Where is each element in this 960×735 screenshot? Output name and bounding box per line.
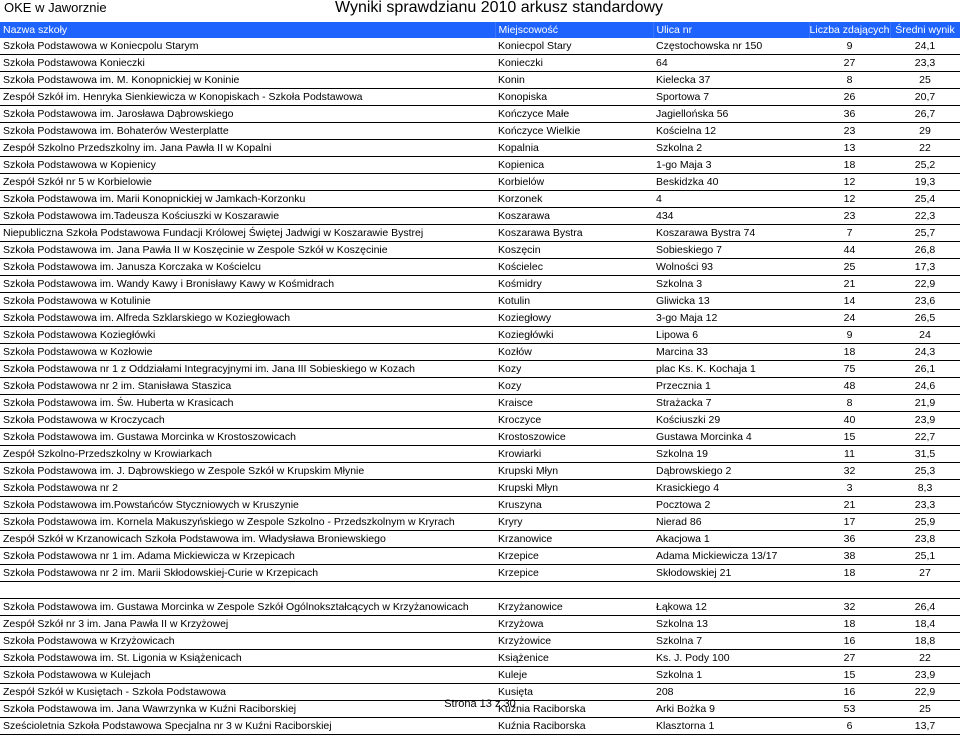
cell-school: Szkoła Podstawowa im. J. Dąbrowskiego w Zespole Szkół w Krupskim Młynie: [0, 463, 495, 480]
cell-town: Krzepice: [495, 565, 653, 582]
cell-school: Szkoła Podstawowa Koziegłówki: [0, 327, 495, 344]
cell-street: Gustawa Morcinka 4: [653, 429, 809, 446]
cell-school: Zespół Szkolno-Przedszkolny w Krowiarkach: [0, 446, 495, 463]
cell-town: Kośmidry: [495, 276, 653, 293]
cell-school: Szkoła Podstawowa nr 2 im. Marii Skłodowskiej-Curie w Krzepicach: [0, 565, 495, 582]
cell-school: Szkoła Podstawowa nr 2 im. Stanisława Staszica: [0, 378, 495, 395]
cell-avg: 26,4: [890, 599, 960, 616]
cell-count: 16: [809, 684, 890, 701]
cell-street: 1-go Maja 3: [653, 157, 809, 174]
cell-street: Klasztorna 1: [653, 718, 809, 735]
table-row: [0, 72, 960, 89]
cell-avg: 18,8: [890, 633, 960, 650]
cell-street: Wolności 93: [653, 259, 809, 276]
cell-street: Szkolna 1: [653, 667, 809, 684]
cell-avg: 27: [890, 565, 960, 582]
table-row: [0, 293, 960, 310]
cell-school: Szkoła Podstawowa w Kroczycach: [0, 412, 495, 429]
cell-avg: 22: [890, 140, 960, 157]
cell-count: 26: [809, 89, 890, 106]
cell-school: Szkoła Podstawowa im. Jarosława Dąbrowskiego: [0, 106, 495, 123]
cell-avg: 8,3: [890, 480, 960, 497]
cell-count: 38: [809, 548, 890, 565]
cell-town: Kroczyce: [495, 412, 653, 429]
cell-town: Kopalnia: [495, 140, 653, 157]
cell-town: Korzonek: [495, 191, 653, 208]
cell-count: 24: [809, 310, 890, 327]
table-row: [0, 650, 960, 667]
cell-avg: 20,7: [890, 89, 960, 106]
cell-street: Adama Mickiewicza 13/17: [653, 548, 809, 565]
cell-street: 4: [653, 191, 809, 208]
cell-street: 64: [653, 55, 809, 72]
cell-street: Beskidzka 40: [653, 174, 809, 191]
cell-count: 21: [809, 497, 890, 514]
page-title: Wyniki sprawdzianu 2010 arkusz standardowy: [335, 0, 664, 16]
cell-school: Szkoła Podstawowa nr 1 z Oddziałami Integracyjnymi im. Jana III Sobieskiego w Kozach: [0, 361, 495, 378]
cell-town: Kuleje: [495, 667, 653, 684]
cell-avg: 26,8: [890, 242, 960, 259]
cell-avg: 25,2: [890, 157, 960, 174]
cell-avg: 23,3: [890, 497, 960, 514]
cell-school: Niepubliczna Szkoła Podstawowa Fundacji Królowej Świętej Jadwigi w Koszarawie Bystrej: [0, 225, 495, 242]
cell-avg: 29: [890, 123, 960, 140]
cell-town: Krzyżowice: [495, 633, 653, 650]
cell-street: Kościelna 12: [653, 123, 809, 140]
cell-avg: 26,5: [890, 310, 960, 327]
cell-street: Gliwicka 13: [653, 293, 809, 310]
table-row: [0, 616, 960, 633]
cell-avg: 25,1: [890, 548, 960, 565]
table-row: [0, 242, 960, 259]
cell-avg: 22,9: [890, 276, 960, 293]
table-row: [0, 480, 960, 497]
cell-avg: 17,3: [890, 259, 960, 276]
cell-avg: 25: [890, 72, 960, 89]
cell-school: Szkoła Podstawowa im.Tadeusza Kościuszki w Koszarawie: [0, 208, 495, 225]
cell-school: Szkoła Podstawowa w Koniecpolu Starym: [0, 38, 495, 55]
cell-school: Szkoła Podstawowa w Krzyżowicach: [0, 633, 495, 650]
table-row: [0, 429, 960, 446]
cell-count: 8: [809, 72, 890, 89]
cell-street: 3-go Maja 12: [653, 310, 809, 327]
cell-street: Strażacka 7: [653, 395, 809, 412]
cell-school: Szkoła Podstawowa w Kopienicy: [0, 157, 495, 174]
cell-avg: 26,7: [890, 106, 960, 123]
cell-count: 18: [809, 616, 890, 633]
table-row: [0, 310, 960, 327]
spacer-cell: [0, 582, 960, 599]
page-banner: [0, 0, 960, 22]
cell-count: 36: [809, 106, 890, 123]
table-row: [0, 174, 960, 191]
cell-town: Konin: [495, 72, 653, 89]
cell-street: Szkolna 19: [653, 446, 809, 463]
table-row: [0, 718, 960, 735]
cell-town: Kraisce: [495, 395, 653, 412]
cell-avg: 22: [890, 650, 960, 667]
table-row: [0, 497, 960, 514]
cell-count: 48: [809, 378, 890, 395]
cell-town: Konieczki: [495, 55, 653, 72]
column-header-town: Miejscowość: [495, 22, 653, 38]
cell-town: Koziegłówki: [495, 327, 653, 344]
cell-count: 23: [809, 123, 890, 140]
cell-school: Szkoła Podstawowa nr 2: [0, 480, 495, 497]
cell-school: Szkoła Podstawowa im. Jana Wawrzynka w Kuźni Raciborskiej: [0, 701, 495, 718]
table-row: [0, 412, 960, 429]
cell-street: Koszarawa Bystra 74: [653, 225, 809, 242]
cell-school: Szkoła Podstawowa im. Św. Huberta w Krasicach: [0, 395, 495, 412]
cell-avg: 18,4: [890, 616, 960, 633]
cell-street: 208: [653, 684, 809, 701]
cell-town: Koziegłowy: [495, 310, 653, 327]
cell-school: Zespół Szkół nr 5 w Korbielowie: [0, 174, 495, 191]
column-header-school: Nazwa szkoły: [0, 22, 495, 38]
table-row: [0, 140, 960, 157]
cell-town: Kozy: [495, 378, 653, 395]
cell-town: Koszarawa Bystra: [495, 225, 653, 242]
cell-avg: 23,9: [890, 667, 960, 684]
cell-school: Szkoła Podstawowa im. M. Konopnickiej w Koninie: [0, 72, 495, 89]
cell-count: 14: [809, 293, 890, 310]
cell-town: Kopienica: [495, 157, 653, 174]
cell-school: Szkoła Podstawowa w Kulejach: [0, 667, 495, 684]
cell-avg: 22,7: [890, 429, 960, 446]
table-row: [0, 89, 960, 106]
table-body: [0, 38, 960, 735]
cell-count: 6: [809, 718, 890, 735]
table-row: [0, 157, 960, 174]
cell-street: Szkolna 13: [653, 616, 809, 633]
cell-avg: 21,9: [890, 395, 960, 412]
table-row: [0, 633, 960, 650]
cell-town: Krupski Młyn: [495, 480, 653, 497]
cell-school: Sześcioletnia Szkoła Podstawowa Specjalna nr 3 w Kuźni Raciborskiej: [0, 718, 495, 735]
cell-street: Sobieskiego 7: [653, 242, 809, 259]
cell-street: Sportowa 7: [653, 89, 809, 106]
cell-town: Kościelec: [495, 259, 653, 276]
cell-count: 27: [809, 55, 890, 72]
cell-school: Szkoła Podstawowa im. Bohaterów Westerplatte: [0, 123, 495, 140]
cell-count: 15: [809, 429, 890, 446]
cell-street: Kielecka 37: [653, 72, 809, 89]
cell-school: Zespół Szkolno Przedszkolny im. Jana Pawła II w Kopalni: [0, 140, 495, 157]
cell-count: 15: [809, 667, 890, 684]
cell-school: Szkoła Podstawowa im. Wandy Kawy i Bronisławy Kawy w Kośmidrach: [0, 276, 495, 293]
cell-town: Kozy: [495, 361, 653, 378]
table-row: [0, 361, 960, 378]
cell-town: Krzepice: [495, 548, 653, 565]
cell-count: 12: [809, 174, 890, 191]
cell-count: 8: [809, 395, 890, 412]
cell-street: Jagiellońska 56: [653, 106, 809, 123]
cell-street: plac Ks. K. Kochaja 1: [653, 361, 809, 378]
cell-avg: 23,6: [890, 293, 960, 310]
table-row: [0, 667, 960, 684]
table-row: [0, 463, 960, 480]
cell-count: 12: [809, 191, 890, 208]
cell-count: 32: [809, 599, 890, 616]
cell-count: 16: [809, 633, 890, 650]
cell-street: Łąkowa 12: [653, 599, 809, 616]
cell-school: Szkoła Podstawowa nr 1 im. Adama Mickiewicza w Krzepicach: [0, 548, 495, 565]
cell-street: Marcina 33: [653, 344, 809, 361]
cell-school: Szkoła Podstawowa im. Marii Konopnickiej w Jamkach-Korzonku: [0, 191, 495, 208]
cell-count: 75: [809, 361, 890, 378]
cell-avg: 26,1: [890, 361, 960, 378]
organization-label: OKE w Jaworznie: [4, 0, 107, 15]
cell-count: 40: [809, 412, 890, 429]
cell-count: 7: [809, 225, 890, 242]
cell-school: Szkoła Podstawowa im. Janusza Korczaka w Kościelcu: [0, 259, 495, 276]
cell-count: 9: [809, 327, 890, 344]
cell-town: Krzanowice: [495, 531, 653, 548]
cell-school: Szkoła Podstawowa im. Jana Pawła II w Koszęcinie w Zespole Szkół w Koszęcinie: [0, 242, 495, 259]
cell-school: Szkoła Podstawowa im. St. Ligonia w Książenicach: [0, 650, 495, 667]
cell-town: Kotulin: [495, 293, 653, 310]
cell-count: 44: [809, 242, 890, 259]
cell-town: Koszęcin: [495, 242, 653, 259]
cell-street: 434: [653, 208, 809, 225]
cell-street: Ks. J. Pody 100: [653, 650, 809, 667]
cell-avg: 19,3: [890, 174, 960, 191]
cell-count: 13: [809, 140, 890, 157]
cell-street: Arki Bożka 9: [653, 701, 809, 718]
cell-avg: 22,9: [890, 684, 960, 701]
cell-avg: 25,4: [890, 191, 960, 208]
cell-school: Zespół Szkół w Krzanowicach Szkoła Podstawowa im. Władysława Broniewskiego: [0, 531, 495, 548]
table-row: [0, 531, 960, 548]
cell-town: Krowiarki: [495, 446, 653, 463]
cell-avg: 31,5: [890, 446, 960, 463]
cell-school: Szkoła Podstawowa Konieczki: [0, 55, 495, 72]
cell-count: 25: [809, 259, 890, 276]
cell-street: Częstochowska nr 150: [653, 38, 809, 55]
cell-town: Koniecpol Stary: [495, 38, 653, 55]
cell-school: Zespół Szkół im. Henryka Sienkiewicza w Konopiskach - Szkoła Podstawowa: [0, 89, 495, 106]
cell-town: Książenice: [495, 650, 653, 667]
cell-town: Kończyce Wielkie: [495, 123, 653, 140]
cell-town: Kończyce Małe: [495, 106, 653, 123]
cell-school: Szkoła Podstawowa w Kotulinie: [0, 293, 495, 310]
table-row: [0, 565, 960, 582]
cell-street: Dąbrowskiego 2: [653, 463, 809, 480]
table-row: [0, 225, 960, 242]
cell-school: Szkoła Podstawowa im. Alfreda Szklarskiego w Koziegłowach: [0, 310, 495, 327]
cell-count: 32: [809, 463, 890, 480]
cell-count: 18: [809, 157, 890, 174]
cell-street: Akacjowa 1: [653, 531, 809, 548]
table-row: [0, 599, 960, 616]
cell-count: 18: [809, 344, 890, 361]
cell-town: Krupski Młyn: [495, 463, 653, 480]
cell-avg: 25: [890, 701, 960, 718]
cell-avg: 23,8: [890, 531, 960, 548]
column-header-street: Ulica nr: [653, 22, 809, 38]
cell-count: 23: [809, 208, 890, 225]
cell-school: Zespół Szkół nr 3 im. Jana Pawła II w Krzyżowej: [0, 616, 495, 633]
cell-count: 9: [809, 38, 890, 55]
table-row: [0, 55, 960, 72]
cell-town: Krostoszowice: [495, 429, 653, 446]
cell-street: Szkolna 2: [653, 140, 809, 157]
column-header-avg: Średni wynik: [890, 22, 960, 38]
cell-town: Kozłów: [495, 344, 653, 361]
cell-town: Krzyżowa: [495, 616, 653, 633]
table-spacer-row: [0, 582, 960, 599]
cell-count: 18: [809, 565, 890, 582]
cell-school: Szkoła Podstawowa im. Kornela Makuszyńskiego w Zespole Szkolno - Przedszkolnym w Kryrach: [0, 514, 495, 531]
cell-count: 27: [809, 650, 890, 667]
cell-street: Krasickiego 4: [653, 480, 809, 497]
table-header-row: [0, 22, 960, 38]
table-row: [0, 123, 960, 140]
table-row: [0, 344, 960, 361]
cell-avg: 13,7: [890, 718, 960, 735]
table-row: [0, 191, 960, 208]
cell-school: Szkoła Podstawowa im.Powstańców Styczniowych w Kruszynie: [0, 497, 495, 514]
cell-avg: 24: [890, 327, 960, 344]
cell-count: 3: [809, 480, 890, 497]
cell-town: Krzyżanowice: [495, 599, 653, 616]
table-row: [0, 514, 960, 531]
cell-avg: 23,3: [890, 55, 960, 72]
table-row: [0, 276, 960, 293]
cell-count: 21: [809, 276, 890, 293]
cell-town: Kuźnia Raciborska: [495, 701, 653, 718]
cell-count: 36: [809, 531, 890, 548]
cell-count: 11: [809, 446, 890, 463]
table-row: [0, 548, 960, 565]
table-row: [0, 446, 960, 463]
cell-avg: 23,9: [890, 412, 960, 429]
cell-school: Szkoła Podstawowa im. Gustawa Morcinka w Krostoszowicach: [0, 429, 495, 446]
cell-town: Kryry: [495, 514, 653, 531]
cell-count: 53: [809, 701, 890, 718]
cell-street: Szkolna 3: [653, 276, 809, 293]
cell-town: Koszarawa: [495, 208, 653, 225]
table-row: [0, 259, 960, 276]
cell-avg: 24,6: [890, 378, 960, 395]
cell-town: Korbielów: [495, 174, 653, 191]
cell-avg: 24,3: [890, 344, 960, 361]
cell-street: Kościuszki 29: [653, 412, 809, 429]
table-row: [0, 38, 960, 55]
cell-avg: 25,7: [890, 225, 960, 242]
cell-street: Nierad 86: [653, 514, 809, 531]
cell-street: Przecznia 1: [653, 378, 809, 395]
table-row: [0, 327, 960, 344]
cell-school: Zespół Szkół w Kusiętach - Szkoła Podstawowa: [0, 684, 495, 701]
table-row: [0, 208, 960, 225]
table-row: [0, 106, 960, 123]
cell-town: Kuźnia Raciborska: [495, 718, 653, 735]
cell-avg: 25,9: [890, 514, 960, 531]
cell-street: Skłodowskiej 21: [653, 565, 809, 582]
cell-avg: 22,3: [890, 208, 960, 225]
cell-street: Szkolna 7: [653, 633, 809, 650]
cell-school: Szkoła Podstawowa im. Gustawa Morcinka w Zespole Szkół Ogólnokształcących w Krzyżanowicach: [0, 599, 495, 616]
table-row: [0, 395, 960, 412]
column-header-count: Liczba zdających: [809, 24, 890, 36]
cell-town: Konopiska: [495, 89, 653, 106]
results-table: [0, 22, 960, 735]
cell-street: Lipowa 6: [653, 327, 809, 344]
cell-town: Kruszyna: [495, 497, 653, 514]
cell-count: 17: [809, 514, 890, 531]
cell-school: Szkoła Podstawowa w Kozłowie: [0, 344, 495, 361]
page-number: Strona 13 z 30: [444, 698, 516, 710]
cell-town: Kusięta: [495, 684, 653, 701]
cell-street: Pocztowa 2: [653, 497, 809, 514]
cell-avg: 24,1: [890, 38, 960, 55]
cell-avg: 25,3: [890, 463, 960, 480]
table-row: [0, 378, 960, 395]
